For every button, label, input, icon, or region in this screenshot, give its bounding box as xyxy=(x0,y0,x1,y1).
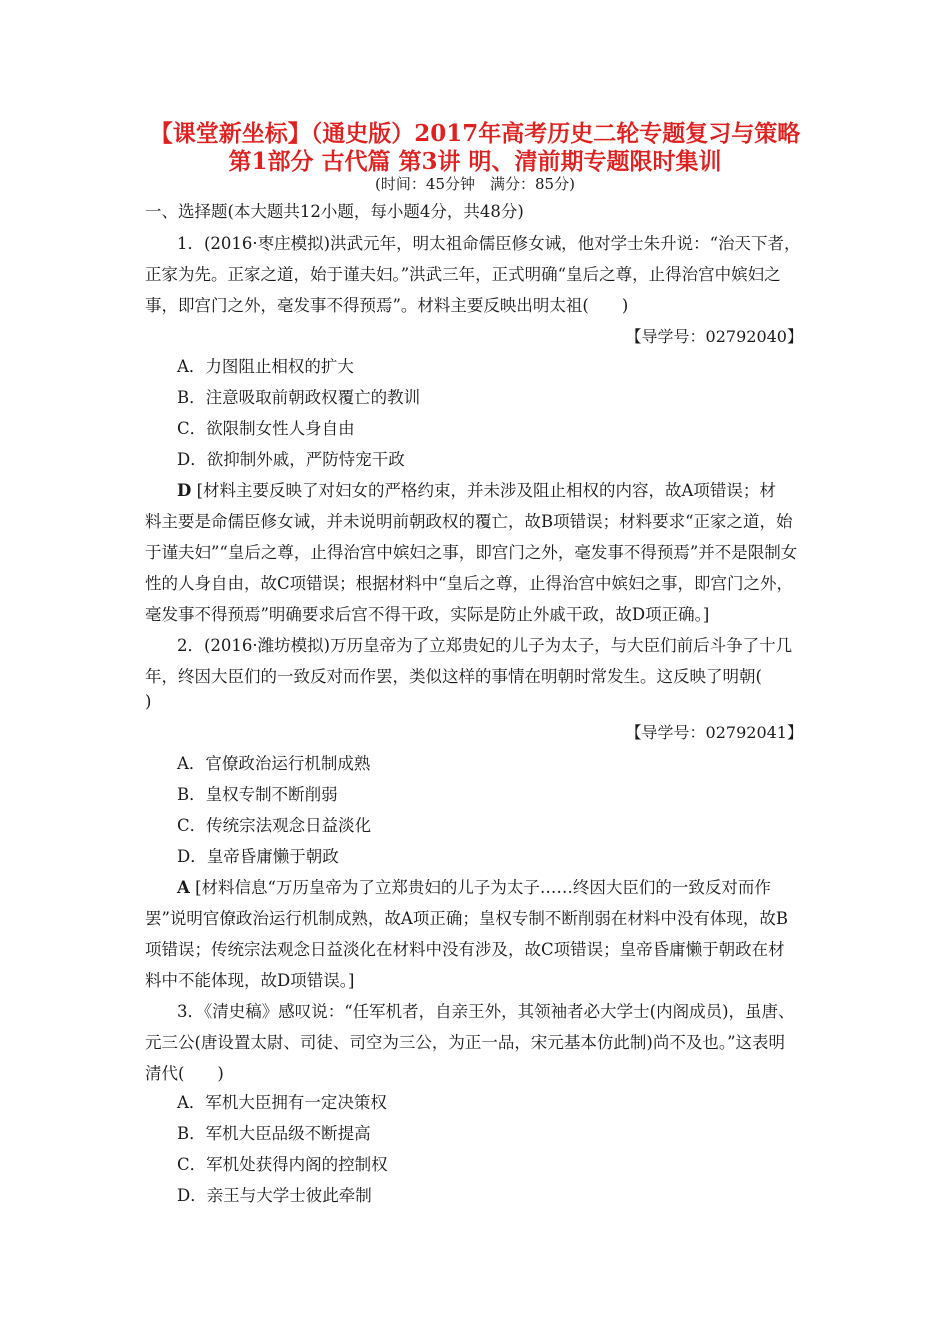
q3-option-d: D．亲王与大学士彼此牵制 xyxy=(177,1186,372,1205)
q1-reference-number: 【导学号：02792040】 xyxy=(625,327,803,346)
q1-explanation-line: 性的人身自由，故C项错误；根据材料中“皇后之尊，止得治宫中嫔妇之事，即宫门之外， xyxy=(145,574,794,593)
q1-option-d: D．欲抑制外戚，严防恃宠干政 xyxy=(177,450,405,469)
q1-explanation-line: 料主要是命儒臣修女诫，并未说明前朝政权的覆亡，故B项错误；材料要求“正家之道，始 xyxy=(145,512,793,531)
q2-option-d: D．皇帝昏庸懒于朝政 xyxy=(177,847,339,866)
q2-answer: A xyxy=(177,878,190,897)
q3-stem-line: 3．《清史稿》感叹说：“任军机者，自亲王外，其领袖者必大学士(内阁成员)，虽唐、 xyxy=(177,1002,795,1021)
q3-option-c: C．军机处获得内阁的控制权 xyxy=(177,1155,388,1174)
q1-explanation-line: 于谨夫妇”“皇后之尊，止得治宫中嫔妇之事，即宫门之外，毫发事不得预焉”并不是限制女 xyxy=(145,543,798,562)
q2-reference-number: 【导学号：02792041】 xyxy=(625,723,803,742)
time-and-score-info: (时间：45分钟 满分：85分) xyxy=(375,175,575,193)
q2-option-c: C．传统宗法观念日益淡化 xyxy=(177,816,372,835)
q2-option-b: B．皇权专制不断削弱 xyxy=(177,785,338,804)
q1-stem-line: 事，即宫门之外，毫发事不得预焉”。材料主要反映出明太祖( ) xyxy=(145,296,629,315)
q2-stem-line: 年，终因大臣们的一致反对而作罢，类似这样的事情在明朝时常发生。这反映了明朝( xyxy=(145,667,762,686)
q3-option-b: B．军机大臣品级不断提高 xyxy=(177,1124,371,1143)
q1-option-c: C．欲限制女性人身自由 xyxy=(177,419,355,438)
q1-explanation-text: [材料主要反映了对妇女的严格约束，并未涉及阻止相权的内容，故A项错误；材 xyxy=(196,481,776,500)
q3-option-a: A．军机大臣拥有一定决策权 xyxy=(177,1093,387,1112)
q1-stem-line: 正家为先。正家之道，始于谨夫妇。”洪武三年，正式明确“皇后之尊，止得治宫中嫔妇之 xyxy=(145,265,781,284)
q1-answer: D xyxy=(177,481,192,500)
document-title-line2: 第1部分 古代篇 第3讲 明、清前期专题限时集训 xyxy=(228,148,722,175)
q2-explanation-line: 罢”说明官僚政治运行机制成熟，故A项正确；皇权专制不断削弱在材料中没有体现，故B xyxy=(145,909,788,928)
document-title-line1: 【课堂新坐标】（通史版）2017年高考历史二轮专题复习与策略 xyxy=(149,120,801,147)
q3-stem-line: 元三公(唐设置太尉、司徒、司空为三公，为正一品，宋元基本仿此制)尚不及也。”这表明 xyxy=(145,1033,786,1052)
section-heading: 一、选择题(本大题共12小题，每小题4分，共48分) xyxy=(145,202,524,221)
q2-explanation-line: 料中不能体现，故D项错误。] xyxy=(145,971,355,990)
q2-explanation-line xyxy=(177,877,771,899)
q2-explanation-line: 项错误；传统宗法观念日益淡化在材料中没有涉及，故C项错误；皇帝昏庸懒于朝政在材 xyxy=(145,940,785,959)
q2-stem-line: ) xyxy=(145,692,152,711)
q1-stem-line: 1．(2016·枣庄模拟)洪武元年，明太祖命儒臣修女诫，他对学士朱升说：“治天下者， xyxy=(177,234,801,253)
q2-explanation-text: [材料信息“万历皇帝为了立郑贵妇的儿子为太子……终因大臣们的一致反对而作 xyxy=(195,878,771,897)
q3-stem-line: 清代( ) xyxy=(145,1064,224,1083)
q2-stem-line: 2．(2016·潍坊模拟)万历皇帝为了立郑贵妃的儿子为太子，与大臣们前后斗争了十几 xyxy=(177,636,793,655)
q2-option-a: A．官僚政治运行机制成熟 xyxy=(177,754,371,773)
q1-option-b: B．注意吸取前朝政权覆亡的教训 xyxy=(177,388,421,407)
q1-explanation-line xyxy=(177,480,776,502)
q1-explanation-line: 毫发事不得预焉”明确要求后宫不得干政，实际是防止外戚干政，故D项正确。] xyxy=(145,605,710,624)
q1-option-a: A．力图阻止相权的扩大 xyxy=(177,357,354,376)
